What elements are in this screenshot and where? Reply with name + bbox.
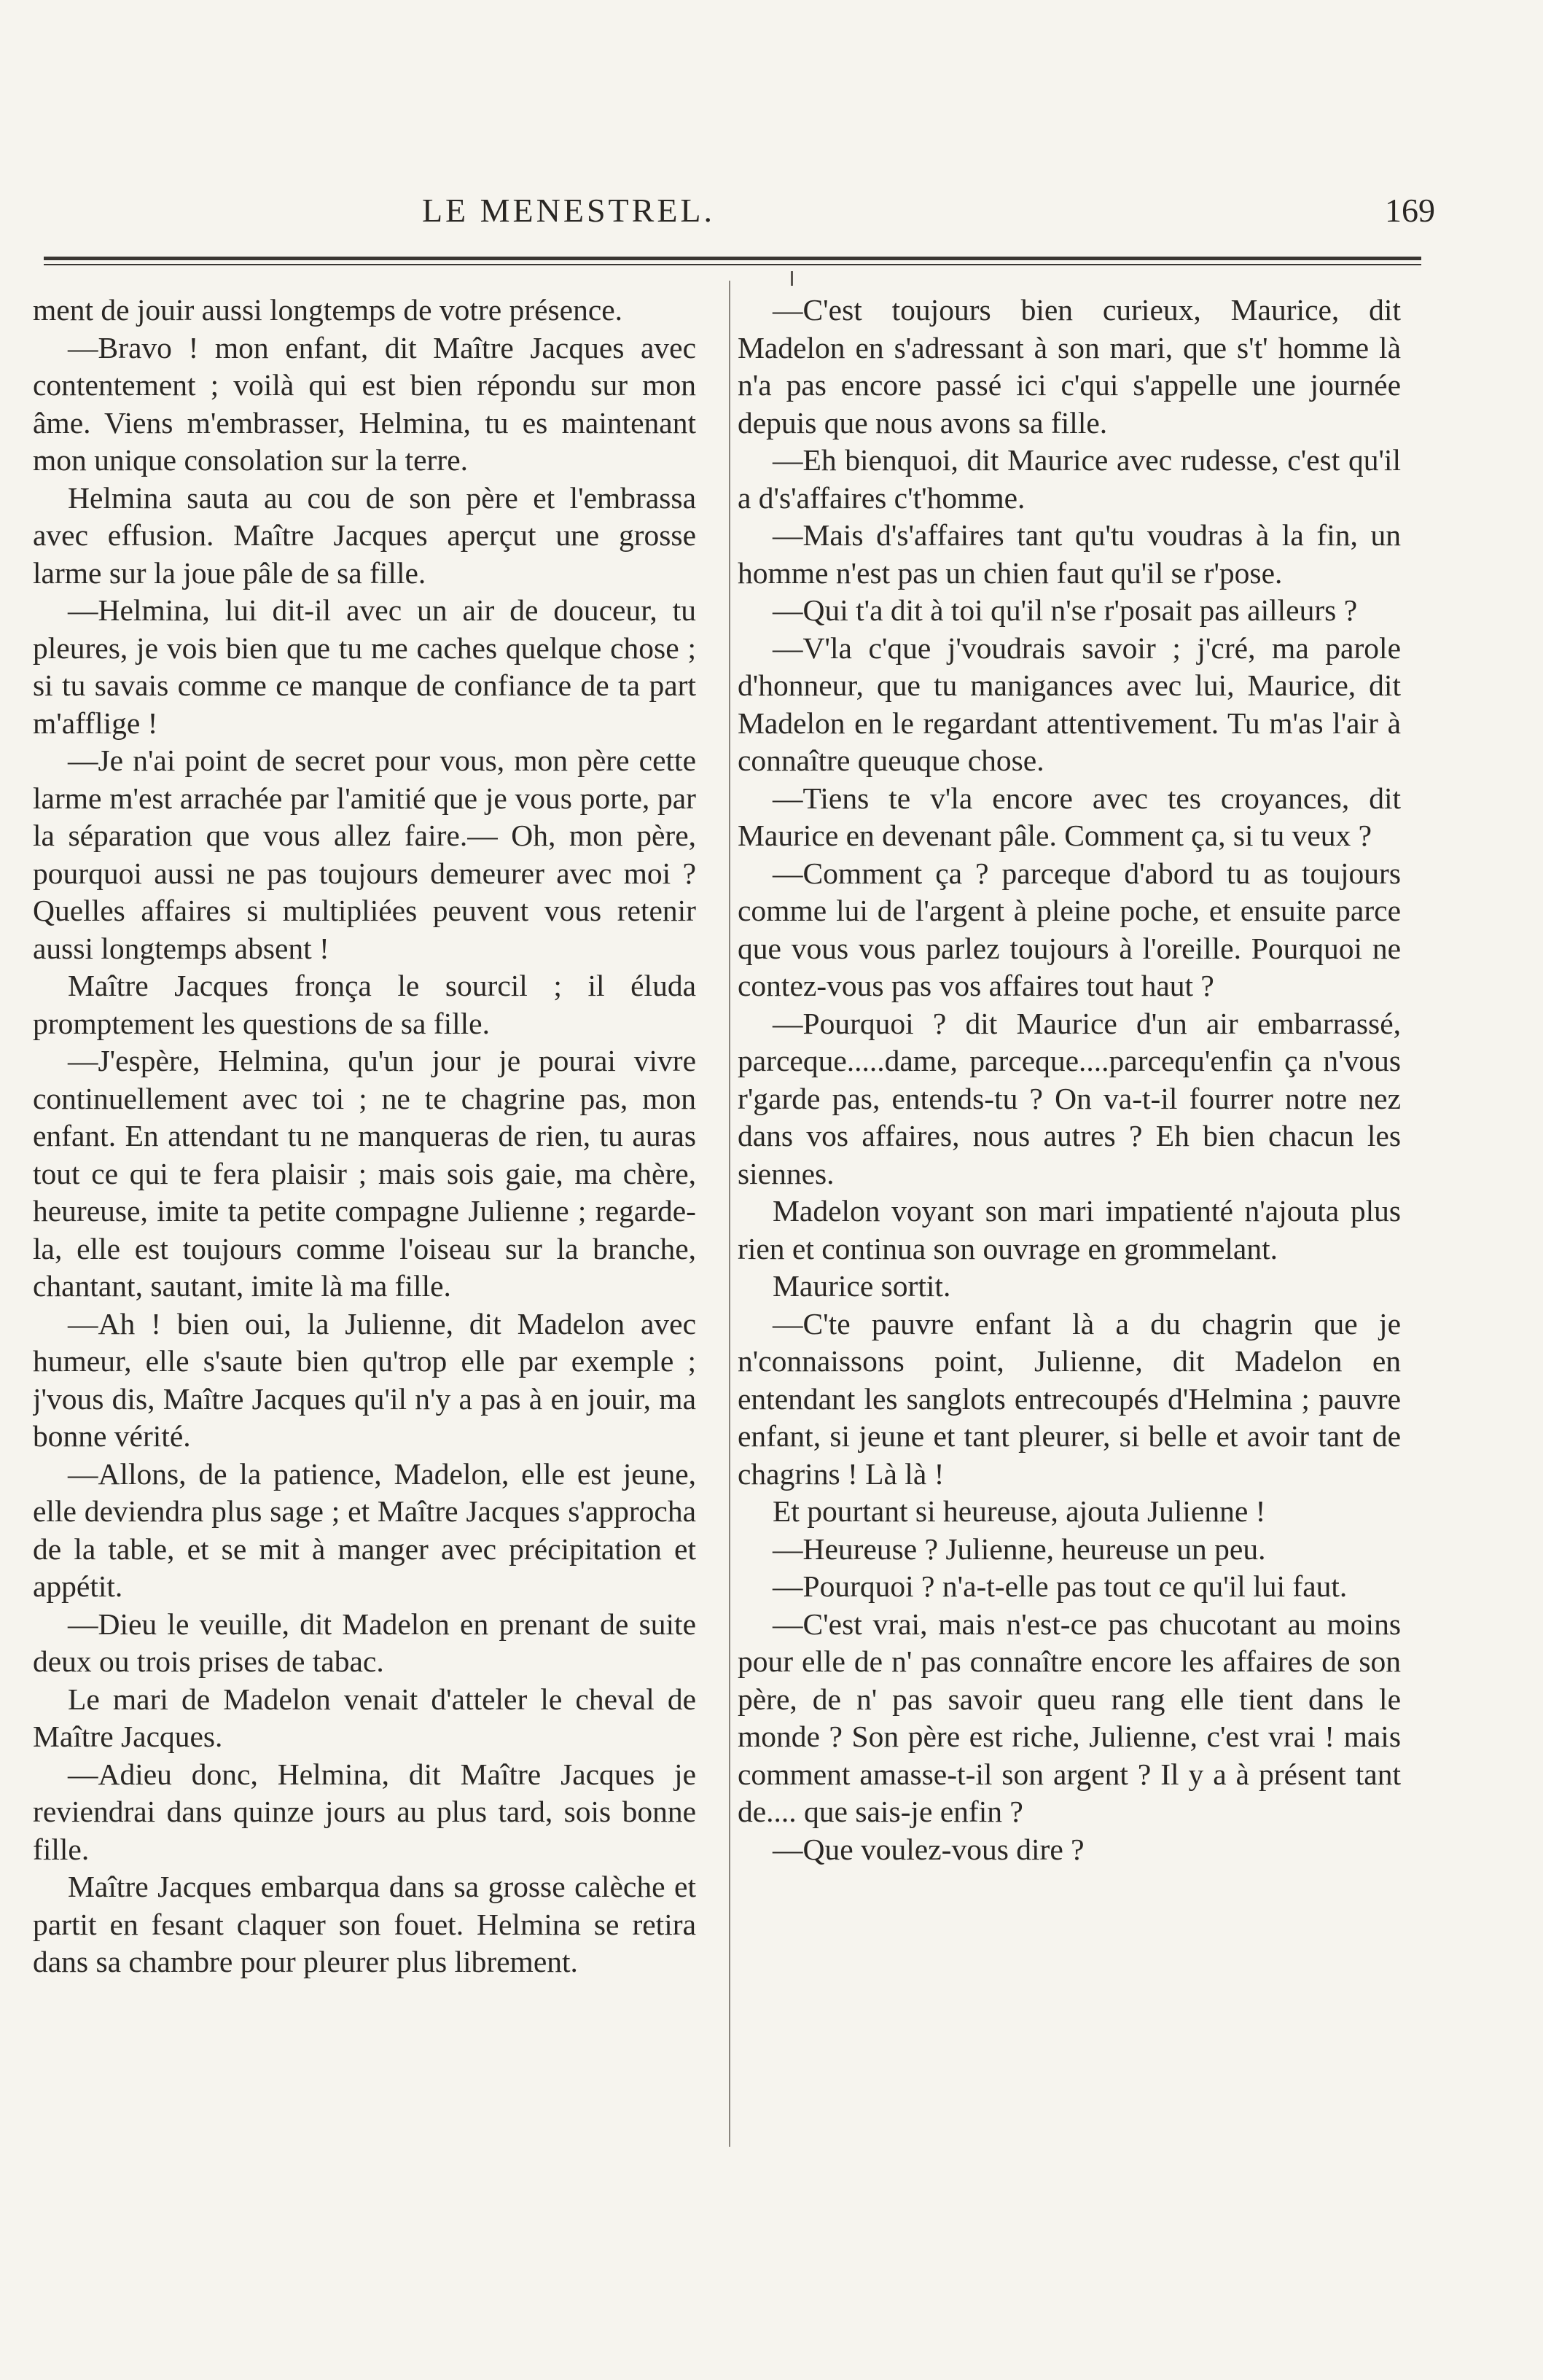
paragraph: —Adieu donc, Helmina, dit Maître Jacques je reviendrai dans quinze jours au plus tard, sois bonne fille. xyxy=(33,1757,696,1866)
paragraph: Helmina sauta au cou de son père et l'embrassa avec effusion. Maître Jacques aperçut une grosse larme sur la joue pâle de sa fille. xyxy=(33,480,696,590)
page-header xyxy=(0,191,1543,242)
paragraph: —Pourquoi ? n'a-t-elle pas tout ce qu'il lui faut. xyxy=(773,1569,1348,1603)
paragraph: —Ah ! bien oui, la Julienne, dit Madelon avec humeur, elle s'saute bien qu'trop elle par exemple ; j'vous dis, Maître Jacques qu'il n'y a pas à en jouir, ma bonne vérité. xyxy=(33,1306,696,1453)
paragraph: Le mari de Madelon venait d'atteler le cheval de Maître Jacques. xyxy=(33,1682,696,1753)
header-rule-thick xyxy=(44,257,1421,260)
paragraph: —Tiens te v'la encore avec tes croyances, dit Maurice en devenant pâle. Comment ça, si tu veux ? xyxy=(738,781,1401,852)
paragraph: —Comment ça ? parceque d'abord tu as toujours comme lui de l'argent à pleine poche, et ensuite parce que vous vous parlez toujours à l'oreille. Pourquoi ne contez-vous pas vos affaires tout haut ? xyxy=(738,856,1401,1002)
paragraph: —Que voulez-vous dire ? xyxy=(773,1832,1085,1866)
paragraph: —V'la c'que j'voudrais savoir ; j'cré, ma parole d'honneur, que tu manigances avec lui, Maurice, dit Madelon en le regardant attentivement. Tu m'as l'air à connaître queuque chose. xyxy=(738,631,1401,777)
paragraph: —Allons, de la patience, Madelon, elle est jeune, elle deviendra plus sage ; et Maître Jacques s'approcha de la table, et se mit à manger avec précipitation et appétit. xyxy=(33,1456,696,1603)
paragraph: —C'te pauvre enfant là a du chagrin que je n'connaissons point, Julienne, dit Madelon en entendant les sanglots entrecoupés d'Helmina ; pauvre enfant, si jeune et tant pleurer, si belle et avoir tant de chagrins ! Là là ! xyxy=(738,1306,1401,1491)
paragraph: —Heureuse ? Julienne, heureuse un peu. xyxy=(773,1532,1266,1566)
paragraph: —Eh bienquoi, dit Maurice avec rudesse, c'est qu'il a d's'affaires c't'homme. xyxy=(738,443,1401,515)
paragraph: —Pourquoi ? dit Maurice d'un air embarrassé, parceque.....dame, parceque....parcequ'enfin ça n'vous r'garde pas, entends-tu ? On va-t-il fourrer notre nez dans vos affaires, nous autres ? Eh bien chacun les siennes. xyxy=(738,1006,1401,1190)
column-divider xyxy=(729,281,730,2147)
paragraph: Madelon voyant son mari impatienté n'ajouta plus rien et continua son ouvrage en grommelant. xyxy=(738,1194,1401,1265)
page-number: 169 xyxy=(1385,192,1435,229)
paragraph: —C'est toujours bien curieux, Maurice, dit Madelon en s'adressant à son mari, que s't' homme là n'a pas encore passé ici c'qui s'appelle une journée depuis que nous avons sa fille. xyxy=(738,293,1401,440)
paragraph: —J'espère, Helmina, qu'un jour je pourai vivre continuellement avec toi ; ne te chagrine pas, mon enfant. En attendant tu ne manqueras de rien, tu auras tout ce qui te fera plaisir ; mais sois gaie, ma chère, heureuse, imite ta petite compagne Julienne ; regarde-la, elle est toujours comme l'oiseau sur la branche, chantant, sautant, imite là ma fille. xyxy=(33,1044,696,1303)
paragraph: Et pourtant si heureuse, ajouta Julienne ! xyxy=(773,1494,1266,1528)
paragraph: —Bravo ! mon enfant, dit Maître Jacques avec contentement ; voilà qui est bien répondu sur mon âme. Viens m'embrasser, Helmina, tu es maintenant mon unique consolation sur la terre. xyxy=(33,330,696,477)
paragraph: —Dieu le veuille, dit Madelon en prenant de suite deux ou trois prises de tabac. xyxy=(33,1607,696,1678)
column-tick-mark xyxy=(791,271,793,286)
header-rule-thin xyxy=(44,264,1421,265)
paragraph: —Helmina, lui dit-il avec un air de douceur, tu pleures, je vois bien que tu me caches quelque chose ; si tu savais comme ce manque de confiance de ta part m'afflige ! xyxy=(33,593,696,740)
paragraph: Maurice sortit. xyxy=(773,1269,951,1303)
paragraph: —Qui t'a dit à toi qu'il n'se r'posait pas ailleurs ? xyxy=(773,593,1358,627)
paragraph: —Je n'ai point de secret pour vous, mon père cette larme m'est arrachée par l'amitié que je vous porte, par la séparation que vous allez faire.— Oh, mon père, pourquoi aussi ne pas toujours demeurer avec moi ? Quelles affaires si multipliées peuvent vous retenir aussi longtemps absent ! xyxy=(33,744,696,965)
paragraph: —Mais d's'affaires tant qu'tu voudras à la fin, un homme n'est pas un chien faut qu'il se r'pose. xyxy=(738,518,1401,590)
right-column xyxy=(738,292,1401,2158)
paragraph: Maître Jacques fronça le sourcil ; il éluda promptement les questions de sa fille. xyxy=(33,969,696,1040)
left-column xyxy=(33,292,696,2158)
paragraph: —C'est vrai, mais n'est-ce pas chucotant au moins pour elle de n' pas connaître encore les affaires de son père, de n' pas savoir queu rang elle tient dans le monde ? Son père est riche, Julienne, c'est vrai ! mais comment amasse-t-il son argent ? Il y a à présent tant de.... que sais-je enfin ? xyxy=(738,1607,1401,1828)
paragraph: ment de jouir aussi longtemps de votre présence. xyxy=(33,293,623,327)
paragraph: Maître Jacques embarqua dans sa grosse calèche et partit en fesant claquer son fouet. Helmina se retira dans sa chambre pour pleurer plus librement. xyxy=(33,1870,696,1978)
running-title: LE MENESTREL. xyxy=(421,192,716,229)
